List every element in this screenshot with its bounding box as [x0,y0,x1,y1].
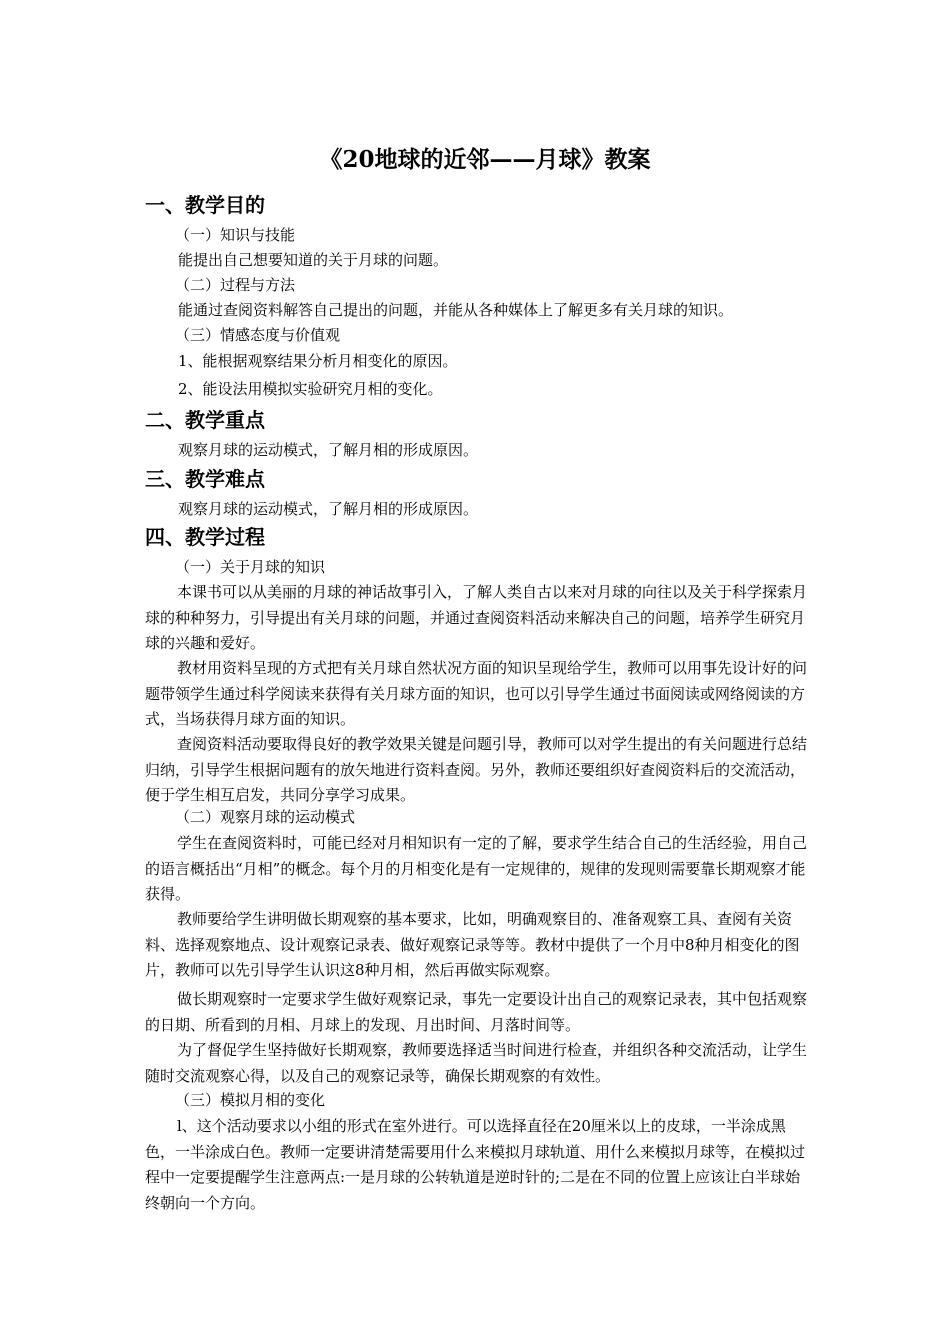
section-heading-objectives: 一、教学目的 [145,193,265,217]
paragraph-supervision: 为了督促学生坚持做好长期观察，教师要选择适当时间进行检查，并组织各种交流活动，让学生随时交流观察心得，以及自己的观察记录等，确保长期观察的有效性。 [145,1041,808,1085]
section-heading-difficulties: 三、教学难点 [145,467,265,491]
objective-process-text: 能通过查阅资料解答自己提出的问题，并能从各种媒体上了解更多有关月球的知识。 [178,301,734,319]
subheading-attitude-values: （三）情感态度与价值观 [175,326,341,344]
paragraph-materials: 教材用资料呈现的方式把有关月球自然状况方面的知识呈现给学生，教师可以用事先设计好的问题带领学生通过科学阅读来获得有关月球方面的知识，也可以引导学生通过书面阅读或网络阅读的方式，当场获得月球方面的知识。 [145,659,808,728]
subheading-observe-motion: （二）观察月球的运动模式 [175,808,356,826]
subheading-knowledge-skills: （一）知识与技能 [175,226,296,244]
paragraph-observation-requirements: 教师要给学生讲明做长期观察的基本要求，比如，明确观察目的、准备观察工具、查阅有关资料、选择观察地点、设计观察记录表、做好观察记录等等。教材中提供了一个月中8种月相变化的图片，教师可以先引导学生认识这8种月相，然后再做实际观察。 [145,910,800,979]
subheading-process-method: （二）过程与方法 [175,276,296,294]
document-title: 《20地球的近邻——月球》教案 [319,146,651,173]
objective-attitude-item-1: 1、能根据观察结果分析月相变化的原因。 [178,352,458,370]
objective-attitude-item-2: 2、能设法用模拟实验研究月相的变化。 [178,380,443,398]
paragraph-simulation-activity: l、这个活动要求以小组的形式在室外进行。可以选择直径在20厘米以上的皮球，一半涂成黑色，一半涂成白色。教师一定要讲清楚需要用什么来模拟月球轨道、用什么来模拟月球等，在模拟过程中一定要提醒学生注意两点:一是月球的公转轨道是逆时针的;二是在不同的位置上应该让白半球始终朝向一个方向。 [145,1117,806,1212]
subheading-simulate-phases: （三）模拟月相的变化 [175,1091,326,1109]
paragraph-observation-records: 做长期观察时一定要求学生做好观察记录，事先一定要设计出自己的观察记录表，其中包括观察的日期、所看到的月相、月球上的发现、月出时间、月落时间等。 [145,990,808,1034]
paragraph-research-activity: 查阅资料活动要取得良好的教学效果关键是问题引导，教师可以对学生提出的有关问题进行总结归纳，引导学生根据问题有的放矢地进行资料查阅。另外，教师还要组织好查阅资料后的交流活动，便于学生相互启发，共同分享学习成果。 [145,735,808,804]
section-heading-key-points: 二、教学重点 [145,408,265,432]
difficulties-text: 观察月球的运动模式，了解月相的形成原因。 [178,500,479,518]
paragraph-moon-phase-concept: 学生在查阅资料时，可能已经对月相知识有一定的了解，要求学生结合自己的生活经验，用自己的语言概括出“月相”的概念。每个月的月相变化是有一定规律的，规律的发现则需要靠长期观察才能获得。 [145,834,808,903]
subheading-moon-knowledge: （一）关于月球的知识 [175,558,326,576]
section-heading-process: 四、教学过程 [145,525,265,549]
objective-knowledge-text: 能提出自己想要知道的关于月球的问题。 [178,251,449,269]
paragraph-intro: 本课书可以从美丽的月球的神话故事引入，了解人类自古以来对月球的向往以及关于科学探索月球的种种努力，引导提出有关月球的问题，并通过查阅资料活动来解决自己的问题，培养学生研究月球的兴趣和爱好。 [145,583,808,652]
key-points-text: 观察月球的运动模式，了解月相的形成原因。 [178,441,479,459]
